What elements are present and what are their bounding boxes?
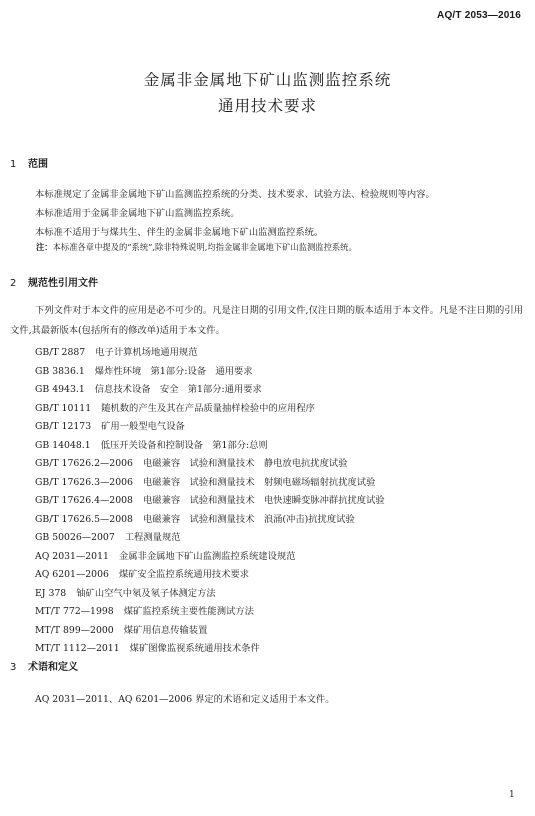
reference-item <box>35 418 185 432</box>
reference-item <box>35 344 198 358</box>
reference-title: 电磁兼容 试验和测量技术 浪涌(冲击)抗扰度试验 <box>142 513 355 525</box>
reference-code: AQ 6201—2006 <box>35 569 109 580</box>
document-title-line2: 通用技术要求 <box>217 97 317 115</box>
section-number: 3 <box>10 662 17 673</box>
section-title: 范围 <box>28 159 48 170</box>
reference-title: 铀矿山空气中氡及氡子体测定方法 <box>76 587 216 599</box>
reference-title: 电磁兼容 试验和测量技术 静电放电抗扰度试验 <box>142 458 348 469</box>
reference-title: 煤矿监控系统主要性能测试方法 <box>123 606 254 617</box>
reference-title: 矿用一般型电气设备 <box>101 421 185 432</box>
reference-item <box>35 566 249 580</box>
reference-code: GB/T 17626.5—2008 <box>35 513 133 525</box>
reference-title: 电磁兼容 试验和测量技术 电快速瞬变脉冲群抗扰度试验 <box>142 495 385 506</box>
reference-item <box>35 437 268 451</box>
reference-title: 随机数的产生及其在产品质量抽样检验中的应用程序 <box>101 402 315 414</box>
reference-item <box>35 474 375 488</box>
page-number: 1 <box>509 790 515 800</box>
standard-code: AQ/T 2053—2016 <box>437 10 521 21</box>
reference-title: 爆炸性环境 第1部分:设备 通用要求 <box>94 365 253 377</box>
reference-code: GB 4943.1 <box>35 384 85 395</box>
reference-code: MT/T 1112—2011 <box>35 643 120 654</box>
reference-item <box>35 363 253 377</box>
reference-item <box>35 400 315 414</box>
section-number: 2 <box>10 278 17 289</box>
section-title: 术语和定义 <box>28 662 78 673</box>
reference-title: 信息技术设备 安全 第1部分:通用要求 <box>94 384 262 395</box>
reference-title: 煤矿安全监控系统通用技术要求 <box>118 569 250 580</box>
section-heading-scope <box>10 155 48 170</box>
reference-item <box>35 585 216 599</box>
reference-item <box>35 622 207 636</box>
reference-code: AQ 2031—2011 <box>35 550 109 562</box>
reference-item <box>35 492 385 506</box>
document-title-line1: 金属非金属地下矿山监测监控系统 <box>143 71 392 89</box>
scope-note <box>36 241 357 253</box>
reference-code: MT/T 772—1998 <box>35 606 114 617</box>
reference-item <box>35 381 262 395</box>
reference-title: 煤矿图像监视系统通用技术条件 <box>129 643 260 654</box>
reference-item <box>35 529 181 543</box>
reference-code: GB/T 2887 <box>35 347 86 358</box>
reference-code: GB 50026—2007 <box>35 532 115 543</box>
reference-title: 煤矿用信息传输装置 <box>123 624 208 636</box>
reference-code: GB/T 17626.2—2006 <box>35 458 133 469</box>
reference-item <box>35 603 254 617</box>
reference-code: GB/T 10111 <box>35 402 92 414</box>
note-text: 本标准各章中提及的“系统”,除非特殊说明,均指金属非金属地下矿山监测监控系统。 <box>52 242 357 252</box>
section-heading-normative-references <box>10 274 98 289</box>
reference-code: MT/T 899—2000 <box>35 624 114 636</box>
section-title: 规范性引用文件 <box>28 278 98 289</box>
reference-item <box>35 511 355 525</box>
scope-paragraph: 本标准适用于金属非金属地下矿山监测监控系统。 <box>35 208 240 219</box>
section-heading-terms <box>10 658 78 673</box>
reference-code: GB/T 17626.4—2008 <box>35 495 133 506</box>
reference-title: 电磁兼容 试验和测量技术 射频电磁场辐射抗扰度试验 <box>142 476 376 488</box>
reference-code: GB 14048.1 <box>35 439 91 451</box>
reference-item <box>35 455 348 469</box>
reference-title: 工程测量规范 <box>124 532 181 543</box>
scope-paragraph: 本标准规定了金属非金属地下矿山监测监控系统的分类、技术要求、试验方法、检验规则等内容。 <box>35 189 435 200</box>
scope-paragraph: 本标准不适用于与煤共生、伴生的金属非金属地下矿山监测监控系统。 <box>35 227 324 238</box>
reference-title: 金属非金属地下矿山监测监控系统建设规范 <box>118 550 296 562</box>
reference-item <box>35 640 260 654</box>
reference-item <box>35 548 296 562</box>
reference-code: GB/T 12173 <box>35 421 92 432</box>
reference-code: GB 3836.1 <box>35 365 85 377</box>
reference-title: 电子计算机场地通用规范 <box>95 347 198 358</box>
reference-code: EJ 378 <box>35 587 67 599</box>
terms-paragraph: AQ 2031—2011、AQ 6201—2006 界定的术语和定义适用于本文件。 <box>35 694 335 705</box>
reference-code: GB/T 17626.3—2006 <box>35 476 133 488</box>
reference-title: 低压开关设备和控制设备 第1部分:总则 <box>100 439 268 451</box>
section-number: 1 <box>10 159 17 170</box>
references-intro: 下列文件对于本文件的应用是必不可少的。凡是注日期的引用文件,仅注日期的版本适用于本文件。凡是不注日期的引用文件,其最新版本(包括所有的修改单)适用于本文件。 <box>10 305 523 336</box>
note-label: 注： <box>36 242 53 252</box>
